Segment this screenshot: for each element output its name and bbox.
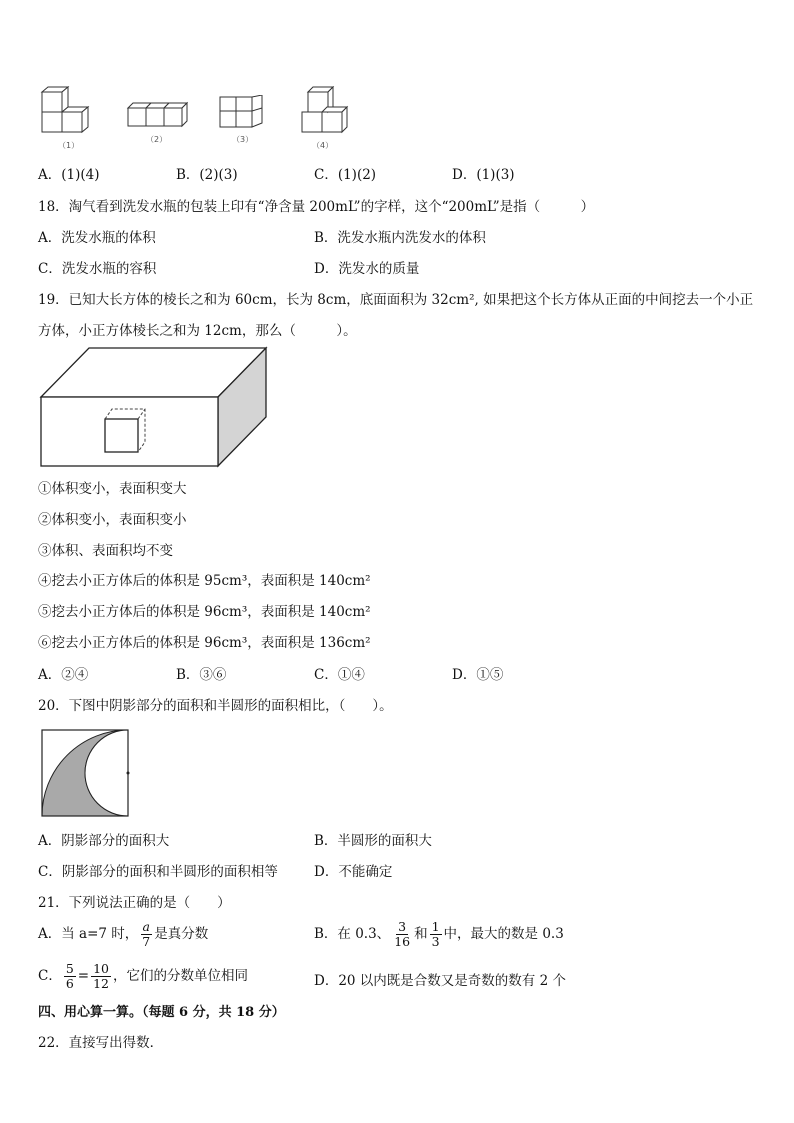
q17-option-d[interactable]: D．(1)(3)	[452, 167, 515, 183]
q21-option-a-text: A．当 a=7 时，	[38, 926, 139, 942]
q19-statement-2: ②体积变小，表面积变小	[38, 512, 187, 528]
q17-figure-4-label: （4）	[312, 141, 334, 150]
q21-option-c-fraction-2: $\frac{10}{12}$	[93, 961, 110, 991]
section4-heading: 四、用心算一算。（每题 6 分，共 18 分）	[38, 1005, 285, 1020]
q19-statement-5: ⑤挖去小正方体后的体积是 96cm³，表面积是 140cm²	[38, 604, 371, 620]
q19-statement-1: ①体积变小，表面积变大	[38, 481, 187, 497]
q21-option-b-fraction-2: $\frac{1}{3}$	[431, 919, 440, 949]
q19-cuboid-figure	[38, 346, 270, 470]
q21-option-a-text-post: 是真分数	[154, 926, 209, 942]
q21-option-c-equals: =	[77, 968, 90, 984]
q17-option-b[interactable]: B．(2)(3)	[176, 167, 238, 183]
q21-option-a[interactable]	[38, 920, 208, 949]
q21-option-d[interactable]: D．20 以内既是合数又是奇数的数有 2 个	[314, 973, 566, 989]
q18-option-b[interactable]: B．洗发水瓶内洗发水的体积	[314, 230, 486, 246]
q21-option-c-fraction-1: $\frac{5}{6}$	[65, 961, 74, 991]
q22-stem: 22．直接写出得数．	[38, 1035, 164, 1051]
q19-option-c[interactable]: C．①④	[314, 667, 365, 683]
q21-option-a-fraction: $\frac{a}{7}$	[142, 919, 151, 949]
q18-option-d[interactable]: D．洗发水的质量	[314, 261, 420, 277]
q21-option-b-mid: 和	[414, 926, 428, 942]
q19-statement-6: ⑥挖去小正方体后的体积是 96cm³，表面积是 136cm²	[38, 635, 371, 651]
q18-option-a[interactable]: A．洗发水瓶的体积	[38, 230, 156, 246]
q21-option-c[interactable]	[38, 962, 248, 991]
q20-option-c[interactable]: C．阴影部分的面积和半圆形的面积相等	[38, 864, 278, 880]
q19-option-d[interactable]: D．①⑤	[452, 667, 504, 683]
q17-figure-4	[298, 86, 350, 134]
q21-option-c-text-post: ，它们的分数单位相同	[113, 968, 249, 984]
q17-option-c[interactable]: C．(1)(2)	[314, 167, 377, 183]
q21-option-b-text-post: 中，最大的数是 0.3	[443, 926, 564, 942]
q19-statement-4: ④挖去小正方体后的体积是 95cm³，表面积是 140cm²	[38, 573, 371, 589]
q19-stem-line1: 19．已知大长方体的棱长之和为 60cm，长为 8cm，底面面积为 32cm², 如果把这个长方体从正面的中间挖去一个小正	[38, 292, 754, 308]
q21-option-b-text: B．在 0.3、	[314, 926, 391, 942]
q19-stem-line2: 方体，小正方体棱长之和为 12cm，那么（ ）。	[38, 323, 357, 339]
q19-option-a[interactable]: A．②④	[38, 667, 89, 683]
q17-option-a[interactable]: A．(1)(4)	[38, 167, 100, 183]
q21-stem: 21．下列说法正确的是（ ）	[38, 895, 231, 911]
q21-option-c-text: C．	[38, 968, 62, 984]
q17-figure-2-label: （2）	[146, 135, 168, 144]
q18-stem: 18．淘气看到洗发水瓶的包装上印有“净含量 200mL”的字样，这个“200mL”是指（ ）	[38, 199, 595, 215]
q19-option-b[interactable]: B．③⑥	[176, 667, 227, 683]
q21-option-b-fraction-1: $\frac{3}{16}$	[394, 919, 411, 949]
q17-figure-3-label: （3）	[232, 135, 254, 144]
q20-shaded-figure	[40, 728, 132, 820]
q20-option-d[interactable]: D．不能确定	[314, 864, 393, 880]
q19-statement-3: ③体积、表面积均不变	[38, 543, 173, 559]
q20-option-a[interactable]: A．阴影部分的面积大	[38, 833, 170, 849]
q20-option-b[interactable]: B．半圆形的面积大	[314, 833, 432, 849]
q17-figure-2	[126, 100, 188, 130]
q21-option-b[interactable]	[314, 920, 564, 949]
q18-option-c[interactable]: C．洗发水瓶的容积	[38, 261, 157, 277]
q17-figure-1	[40, 86, 98, 134]
q20-stem: 20．下图中阴影部分的面积和半圆形的面积相比，（ ）。	[38, 698, 393, 714]
q17-figure-1-label: （1）	[58, 141, 80, 150]
q17-figure-3	[218, 95, 268, 131]
